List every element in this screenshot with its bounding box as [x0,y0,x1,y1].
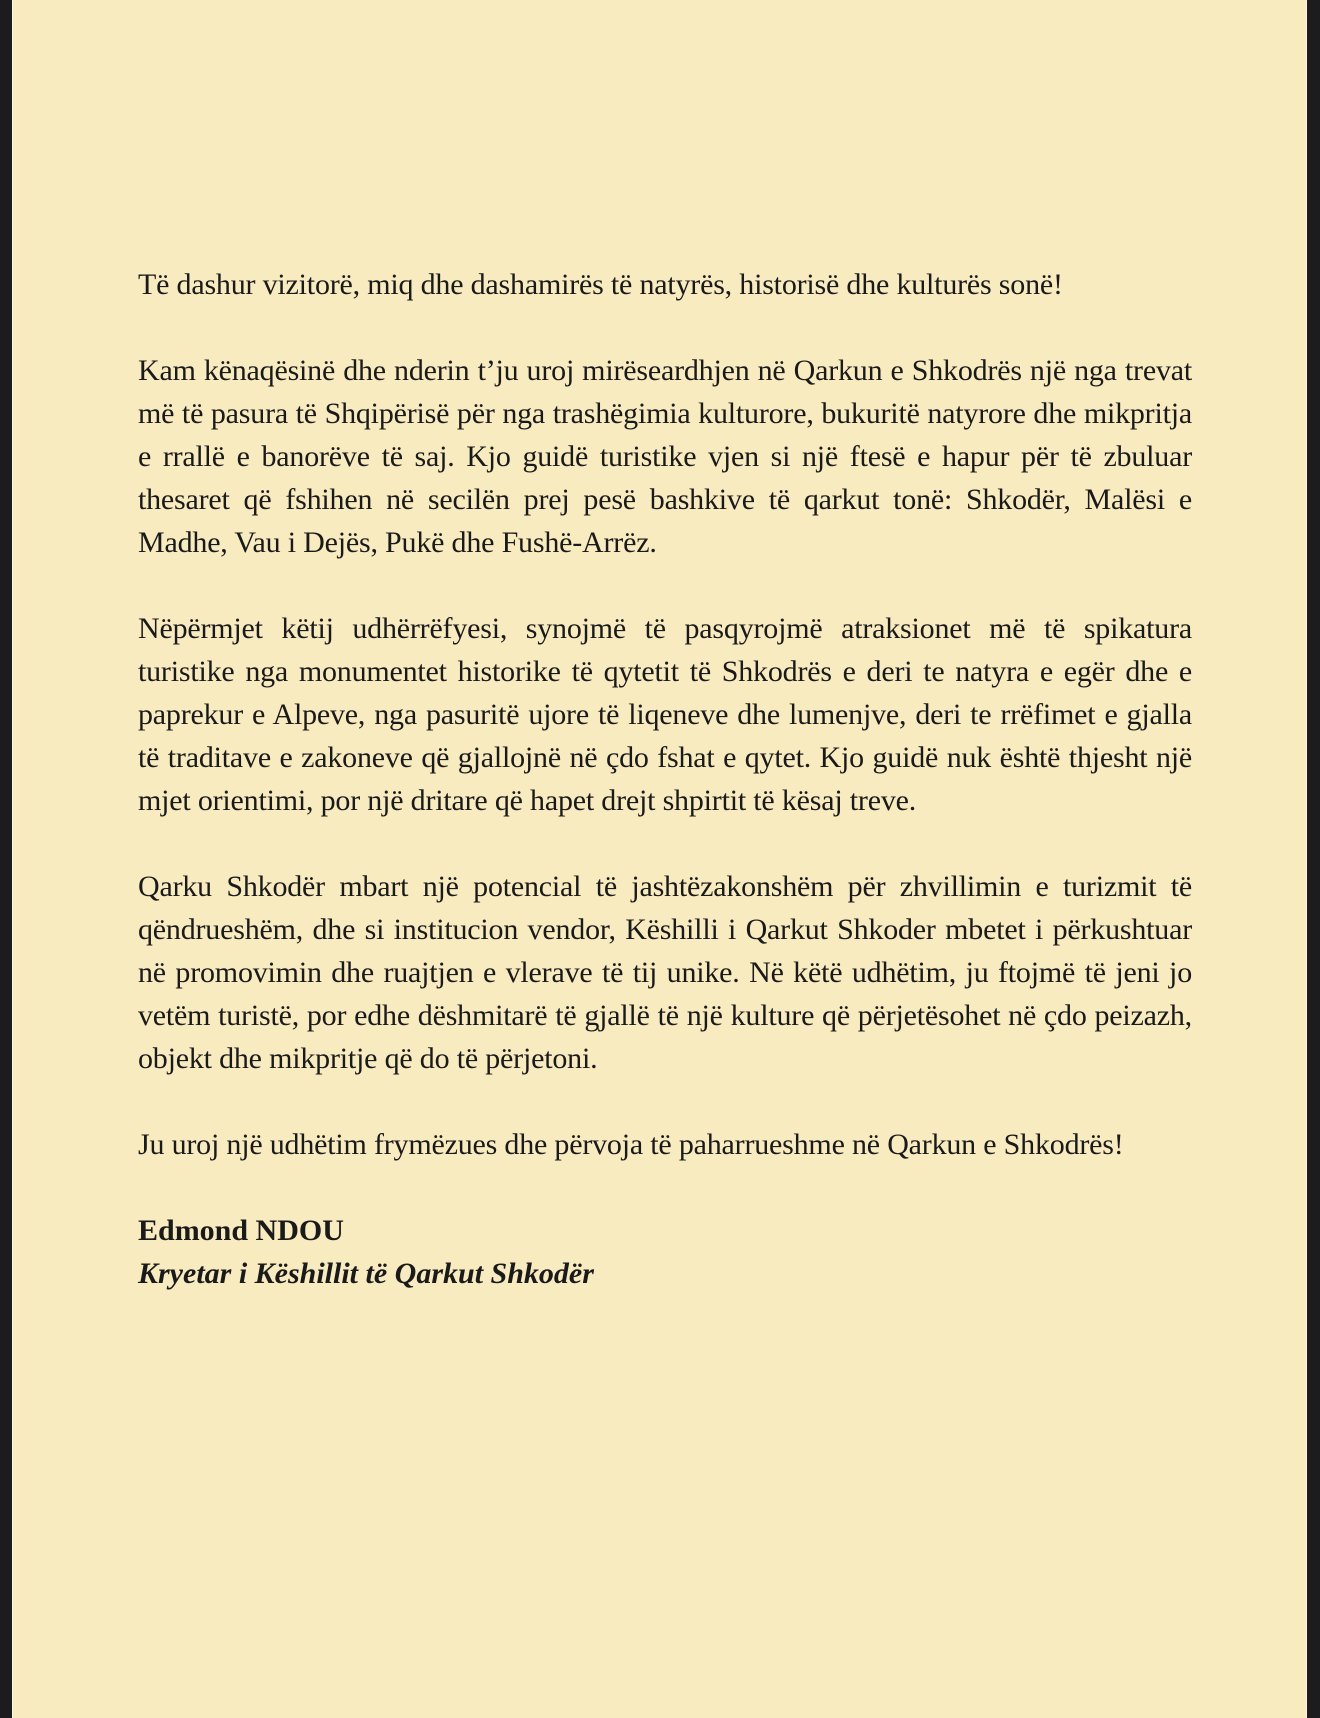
guide-purpose-paragraph: Nëpërmjet këtij udhërrëfyesi, synojmë të pasqyrojmë atraksionet më të spikatura turistike nga monumentet historike të qytetit të Shkodrës e deri te natyra e egër dhe e paprekur e Alpeve, nga pasuritë ujore të liqeneve dhe lumenjve, deri te rrëfimet e gjalla të traditave e zakoneve që gjallojnë në çdo fshat e qytet. Kjo guidë nuk është thjesht një mjet orientimi, por një dritare që hapet drejt shpirtit të kësaj treve. [138,612,1192,817]
greeting-paragraph: Të dashur vizitorë, miq dhe dashamirës të natyrës, historisë dhe kulturës sonë! [138,268,1063,301]
closing-paragraph: Ju uroj një udhëtim frymëzues dhe përvoja të paharrueshme në Qarkun e Shkodrës! [138,1128,1124,1161]
tourism-potential-paragraph: Qarku Shkodër mbart një potencial të jashtëzakonshëm për zhvillimin e turizmit të qëndrueshëm, dhe si institucion vendor, Këshilli i Qarkut Shkoder mbetet i përkushtuar në promovimin dhe ruajtjen e vlerave të tij unike. Në këtë udhëtim, ju ftojmë të jeni jo vetëm turistë, por edhe dëshmitarë të gjallë të një kulture që përjetësohet në çdo peizazh, objekt dhe mikpritje që do të përjetoni. [138,870,1192,1075]
letter-body [138,263,1192,1295]
signature-block [138,1209,1192,1295]
welcome-paragraph: Kam kënaqësinë dhe nderin t’ju uroj mirëseardhjen në Qarkun e Shkodrës një nga trevat më të pasura të Shqipërisë për nga trashëgimia kulturore, bukuritë natyrore dhe mikpritja e rrallë e banorëve të saj. Kjo guidë turistike vjen si një ftesë e hapur për të zbuluar thesaret që fshihen në secilën prej pesë bashkive të qarkut tonë: Shkodër, Malësi e Madhe, Vau i Dejës, Pukë dhe Fushë-Arrëz. [138,354,1192,559]
signatory-name: Edmond NDOU [138,1214,344,1247]
document-page [12,0,1307,1718]
signatory-title: Kryetar i Këshillit të Qarkut Shkodër [138,1257,594,1290]
